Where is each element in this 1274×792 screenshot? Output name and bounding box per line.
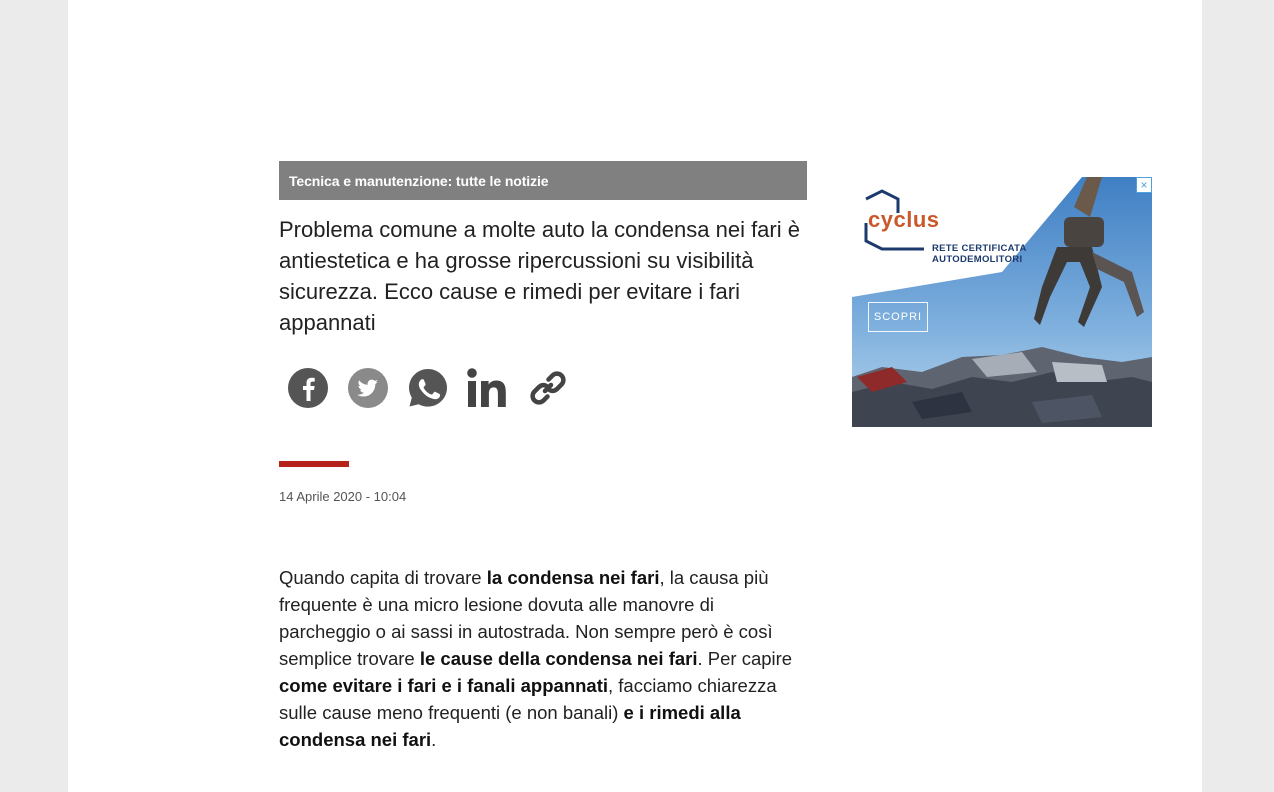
body-text-segment: , la causa più frequente è una micro lesione dovuta alle manovre di parcheggio o ai sassi in autostrada. Non sempre però è così semplice trovare: [279, 567, 773, 669]
category-link[interactable]: [279, 161, 807, 200]
publish-date: 14 Aprile 2020 - 10:04: [279, 489, 407, 504]
category-label: Tecnica e manutenzione: tutte le notizie: [289, 172, 549, 189]
article-subtitle: Problema comune a molte auto la condensa nei fari è antiestetica e ha grosse ripercussioni su visibilità sicurezza. Ecco cause e rimedi per evitare i fari appannati: [279, 217, 800, 335]
body-text-segment: Quando capita di trovare: [279, 567, 487, 588]
ad-tagline-line: AUTODEMOLITORI: [932, 254, 1023, 265]
body-bold-segment: come evitare i fari e i fanali appannati: [279, 675, 609, 696]
body-text-segment: . Per capire: [697, 648, 793, 669]
share-whatsapp-button[interactable]: [406, 364, 450, 412]
body-text-segment: , facciamo chiarezza sulle cause meno frequenti (e non banali): [279, 675, 777, 723]
share-linkedin-button[interactable]: [466, 364, 510, 412]
linkedin-icon: [466, 366, 510, 410]
ad-tagline: [932, 243, 1027, 265]
facebook-icon: [287, 367, 329, 409]
ad-close-icon[interactable]: ×: [1136, 177, 1152, 193]
share-twitter-button[interactable]: [346, 364, 390, 412]
accent-rule: [279, 461, 349, 467]
ad-cta-button[interactable]: SCOPRI: [868, 302, 928, 332]
copy-link-button[interactable]: [526, 364, 570, 412]
page-container: [68, 0, 1202, 792]
body-bold-segment: le cause della condensa nei fari: [419, 648, 698, 669]
twitter-icon: [347, 367, 389, 409]
link-icon: [527, 367, 569, 409]
ad-brand-logo: cyclus: [868, 207, 940, 232]
body-text-segment: .: [431, 729, 437, 750]
body-bold-segment: la condensa nei fari: [486, 567, 660, 588]
share-bar: [286, 363, 586, 413]
whatsapp-icon: [407, 367, 449, 409]
advertisement-banner[interactable]: [852, 177, 1152, 427]
ad-tagline-line: RETE CERTIFICATA: [932, 243, 1027, 254]
article-body: [279, 564, 807, 753]
body-bold-segment: e i rimedi alla condensa nei fari: [279, 702, 741, 750]
share-facebook-button[interactable]: [286, 364, 330, 412]
